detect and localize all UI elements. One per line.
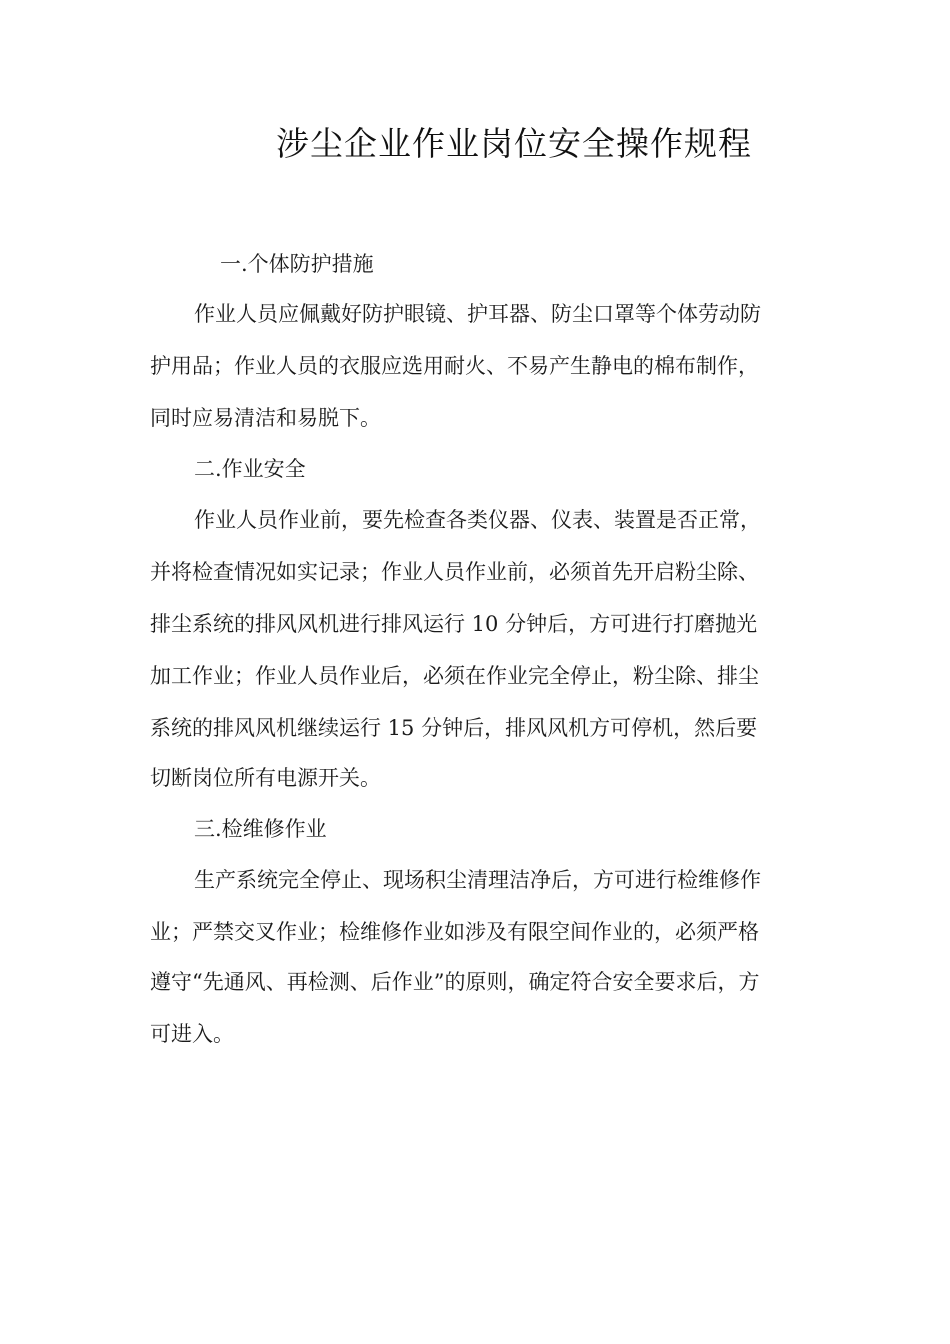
document-title: 涉尘企业作业岗位安全操作规程 — [276, 124, 752, 163]
paragraph-line: 作业人员作业前，要先检查各类仪器、仪表、装置是否正常， — [194, 508, 761, 532]
paragraph-line: 可进入。 — [150, 1022, 234, 1046]
paragraph-line: 系统的排风风机继续运行 15 分钟后，排风风机方可停机，然后要 — [150, 716, 758, 740]
section-heading-3: 三.检维修作业 — [194, 817, 327, 841]
paragraph-line: 遵守“先通风、再检测、后作业”的原则，确定符合安全要求后，方 — [150, 970, 760, 994]
paragraph-line: 切断岗位所有电源开关。 — [150, 766, 381, 790]
paragraph-line: 业；严禁交叉作业；检维修作业如涉及有限空间作业的，必须严格 — [150, 920, 759, 944]
paragraph-line: 并将检查情况如实记录；作业人员作业前，必须首先开启粉尘除、 — [150, 560, 759, 584]
paragraph-line: 生产系统完全停止、现场积尘清理洁净后，方可进行检维修作 — [194, 868, 761, 892]
paragraph-line: 同时应易清洁和易脱下。 — [150, 406, 381, 430]
paragraph-line: 加工作业；作业人员作业后，必须在作业完全停止，粉尘除、排尘 — [150, 664, 759, 688]
paragraph-line: 作业人员应佩戴好防护眼镜、护耳器、防尘口罩等个体劳动防 — [194, 302, 761, 326]
section-heading-2: 二.作业安全 — [194, 457, 306, 481]
paragraph-line: 排尘系统的排风风机进行排风运行 10 分钟后，方可进行打磨抛光 — [150, 612, 758, 636]
section-heading-1: 一.个体防护措施 — [220, 252, 374, 276]
paragraph-line: 护用品；作业人员的衣服应选用耐火、不易产生静电的棉布制作， — [150, 354, 759, 378]
